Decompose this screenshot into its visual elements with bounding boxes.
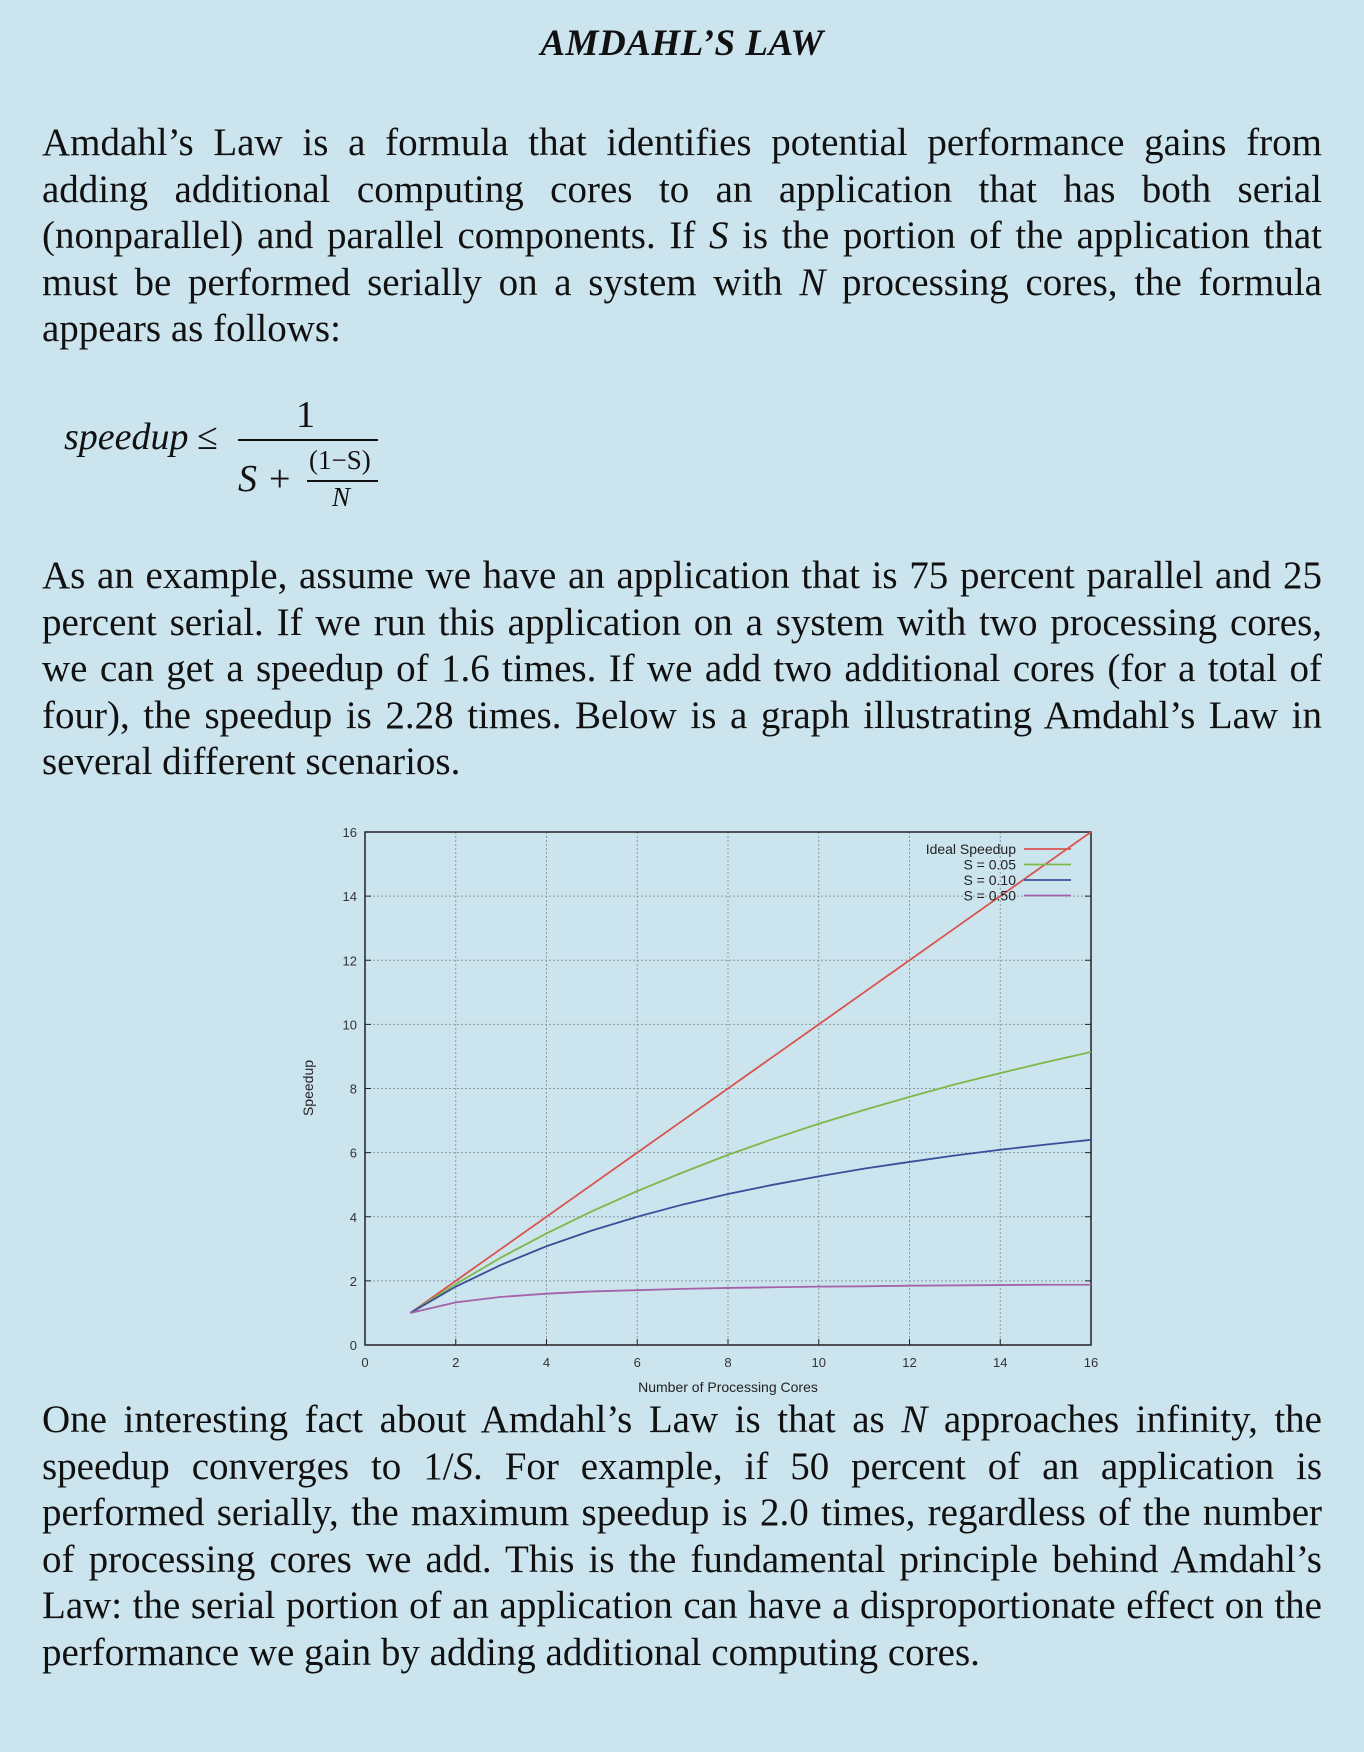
x-axis-label: Number of Processing Cores	[638, 1379, 818, 1395]
y-tick-label: 16	[342, 825, 357, 840]
x-tick-label: 4	[542, 1355, 551, 1370]
example-paragraph: As an example, assume we have an application that is 75 percent parallel and 25 percent serial. If we run this application on a system with two processing cores, we can get a speedup of 1.6 times. If we add two additional cores (for a total of four), the speedup is 2.28 times. Below is a graph illustrating Amdahl’s Law in several different scenarios.	[42, 554, 1322, 783]
series-line-1	[410, 1052, 1091, 1313]
page-title: AMDAHL’S LAW	[540, 23, 824, 64]
y-tick-label: 6	[349, 1145, 357, 1161]
formula-plus: +	[269, 458, 291, 500]
chart-series	[410, 832, 1091, 1313]
series-line-3	[410, 1285, 1091, 1313]
formula-sub-numerator: (1−S)	[309, 445, 371, 475]
x-tick-label: 16	[1083, 1355, 1099, 1370]
x-tick-label: 14	[993, 1355, 1008, 1370]
legend-label-3: S = 0.50	[963, 887, 1016, 904]
var-s: S	[708, 214, 729, 257]
y-tick-label: 8	[349, 1081, 357, 1097]
y-tick-label: 14	[342, 889, 357, 905]
x-tick-label: 8	[724, 1355, 732, 1370]
series-line-0	[410, 832, 1091, 1313]
y-axis-label: Speedup	[300, 1059, 316, 1117]
x-tick-label: 0	[361, 1355, 369, 1370]
formula-lhs: speedup	[64, 416, 189, 458]
var-n: N	[901, 1398, 928, 1441]
intro-paragraph: Amdahl’s Law is a formula that identifies potential performance gains from adding additional computing cores to an application that has both serial (nonparallel) and parallel components. If S is the portion of the application that must be performed serially on a system with N processing cores, the formula appears as follows:	[42, 121, 1322, 350]
x-tick-label: 2	[452, 1355, 460, 1370]
formula-relation: ≤	[197, 416, 218, 458]
var-n: N	[799, 260, 826, 304]
chart-legend	[926, 841, 1071, 904]
legend-label-2: S = 0.10	[963, 872, 1016, 888]
y-tick-label: 2	[349, 1273, 357, 1289]
formula-numerator: 1	[296, 394, 315, 436]
legend-label-0: Ideal Speedup	[925, 841, 1016, 857]
formula-sub-denominator: N	[332, 482, 351, 512]
y-tick-label: 10	[342, 1017, 357, 1033]
var-s: S	[453, 1444, 474, 1488]
conclusion-paragraph: One interesting fact about Amdahl’s Law is that as N approaches infinity, the speedup converges to 1/S. For example, if 50 percent of an application is performed serially, the maximum speedup is 2.0 times, regardless of the number of processing cores we add. This is the fundamental principle behind Amdahl’s Law: the serial portion of an application can have a disproportionate effect on the performance we gain by adding additional computing cores.	[42, 1398, 1323, 1674]
y-tick-label: 0	[349, 1338, 357, 1353]
formula-s: S	[238, 458, 257, 500]
y-tick-label: 4	[349, 1209, 357, 1225]
y-tick-label: 12	[342, 953, 357, 969]
x-tick-label: 12	[902, 1355, 917, 1370]
legend-label-1: S = 0.05	[963, 856, 1016, 873]
x-tick-label: 10	[811, 1355, 826, 1370]
x-tick-label: 6	[633, 1355, 641, 1370]
